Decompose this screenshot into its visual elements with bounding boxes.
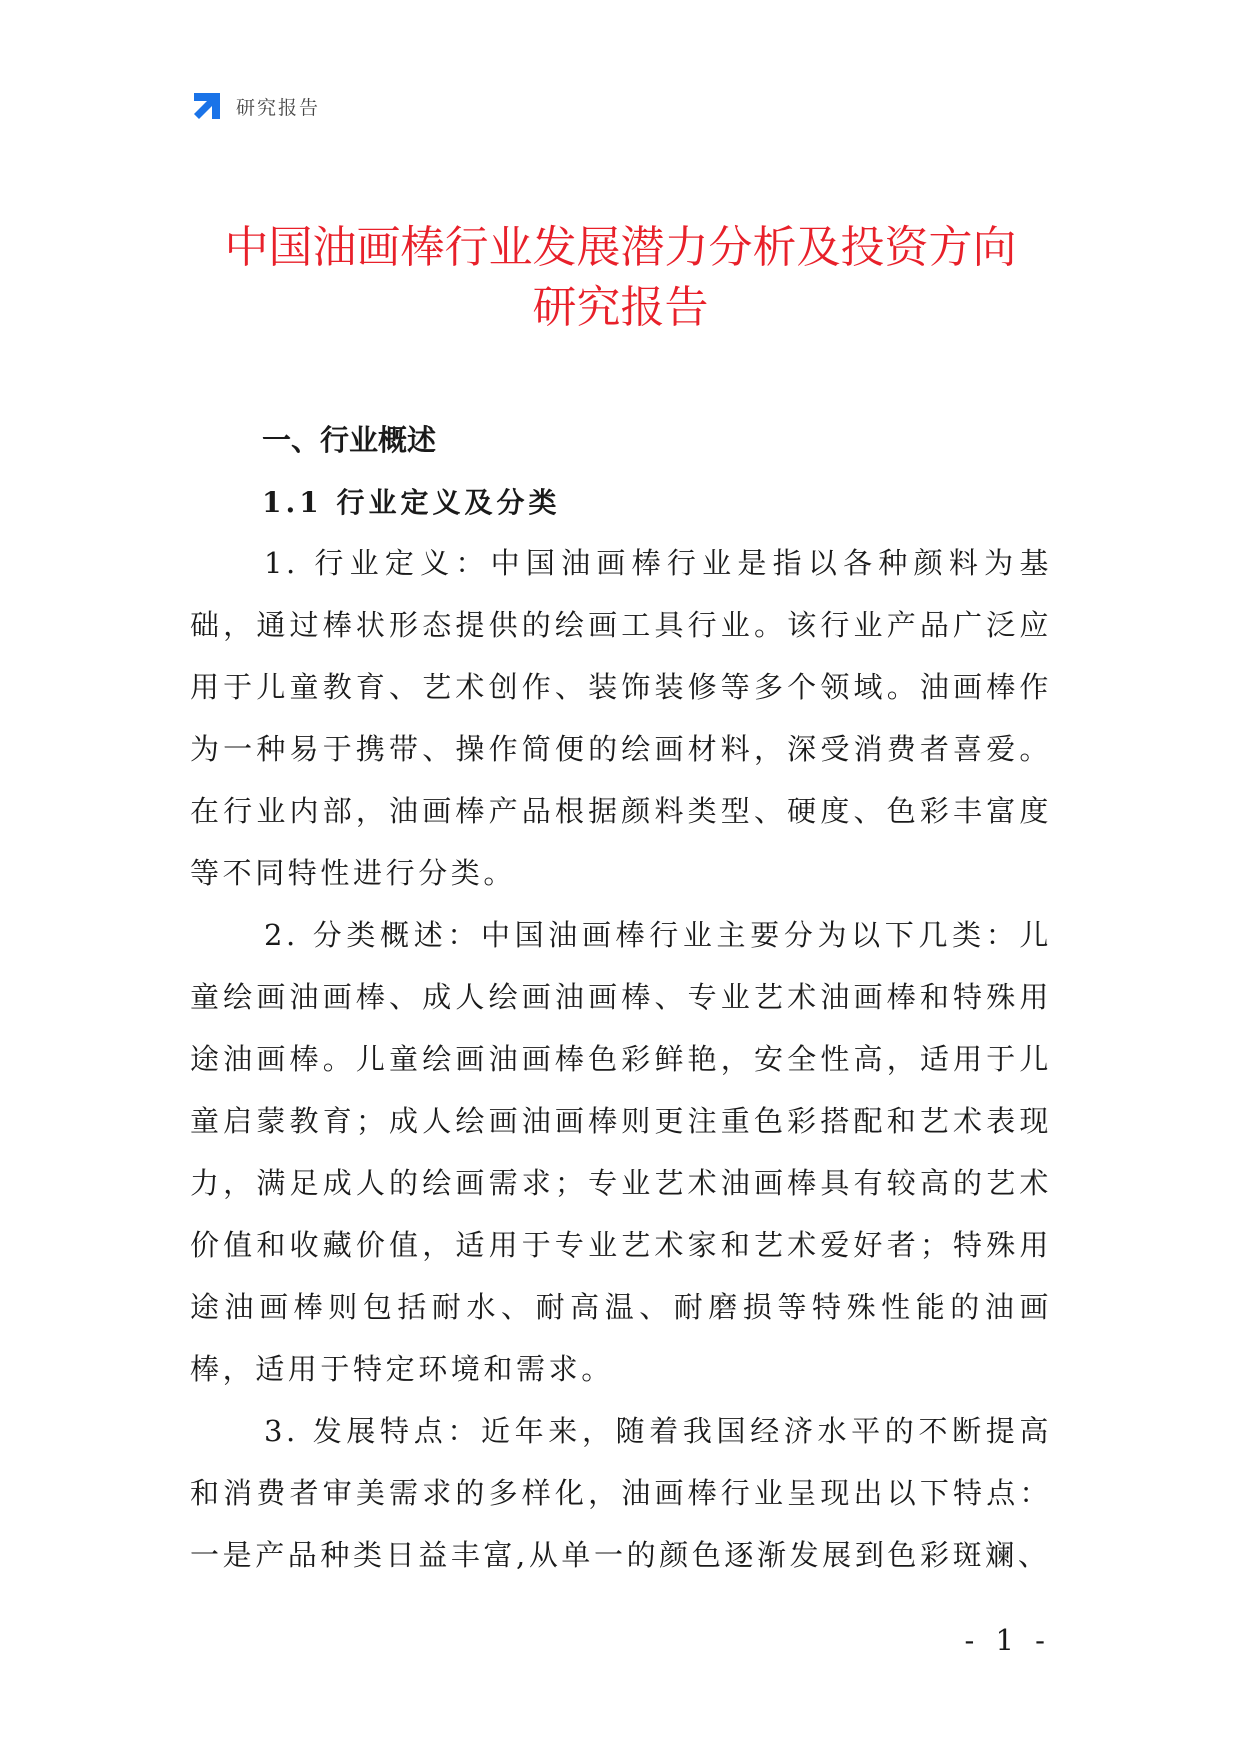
page-header	[190, 88, 320, 124]
document-title-line2: 研究报告	[532, 282, 709, 333]
body-text	[190, 532, 1052, 1586]
arrow-up-right-icon	[190, 89, 224, 123]
page-number: - 1 -	[964, 1623, 1051, 1657]
document-title-line1: 中国油画棒行业发展潜力分析及投资方向	[224, 222, 1017, 273]
paragraph-classification: 2. 分类概述：中国油画棒行业主要分为以下几类：儿童绘画油画棒、成人绘画油画棒、专业艺术油画棒和特殊用途油画棒。儿童绘画油画棒色彩鲜艳，安全性高，适用于儿童启蒙教育；成人绘画油画棒则更注重色彩搭配和艺术表现力，满足成人的绘画需求；专业艺术油画棒具有较高的艺术价值和收藏价值，适用于专业艺术家和艺术爱好者；特殊用途油画棒则包括耐水、耐高温、耐磨损等特殊性能的油画棒，适用于特定环境和需求。	[190, 918, 1052, 1386]
header-label: 研究报告	[236, 96, 321, 119]
paragraph-definition: 1. 行业定义：中国油画棒行业是指以各种颜料为基础，通过棒状形态提供的绘画工具行业。该行业产品广泛应用于儿童教育、艺术创作、装饰装修等多个领域。油画棒作为一种易于携带、操作简便的绘画材料，深受消费者喜爱。在行业内部，油画棒产品根据颜料类型、硬度、色彩丰富度等不同特性进行分类。	[190, 546, 1052, 890]
section-heading: 一、行业概述	[262, 423, 437, 457]
document-title	[150, 218, 1091, 338]
paragraph-characteristics: 3. 发展特点：近年来，随着我国经济水平的不断提高和消费者审美需求的多样化，油画棒行业呈现出以下特点：一是产品种类日益丰富,从单一的颜色逐渐发展到色彩斑斓、	[190, 1414, 1052, 1572]
subsection-heading: 1.1 行业定义及分类	[262, 486, 561, 519]
